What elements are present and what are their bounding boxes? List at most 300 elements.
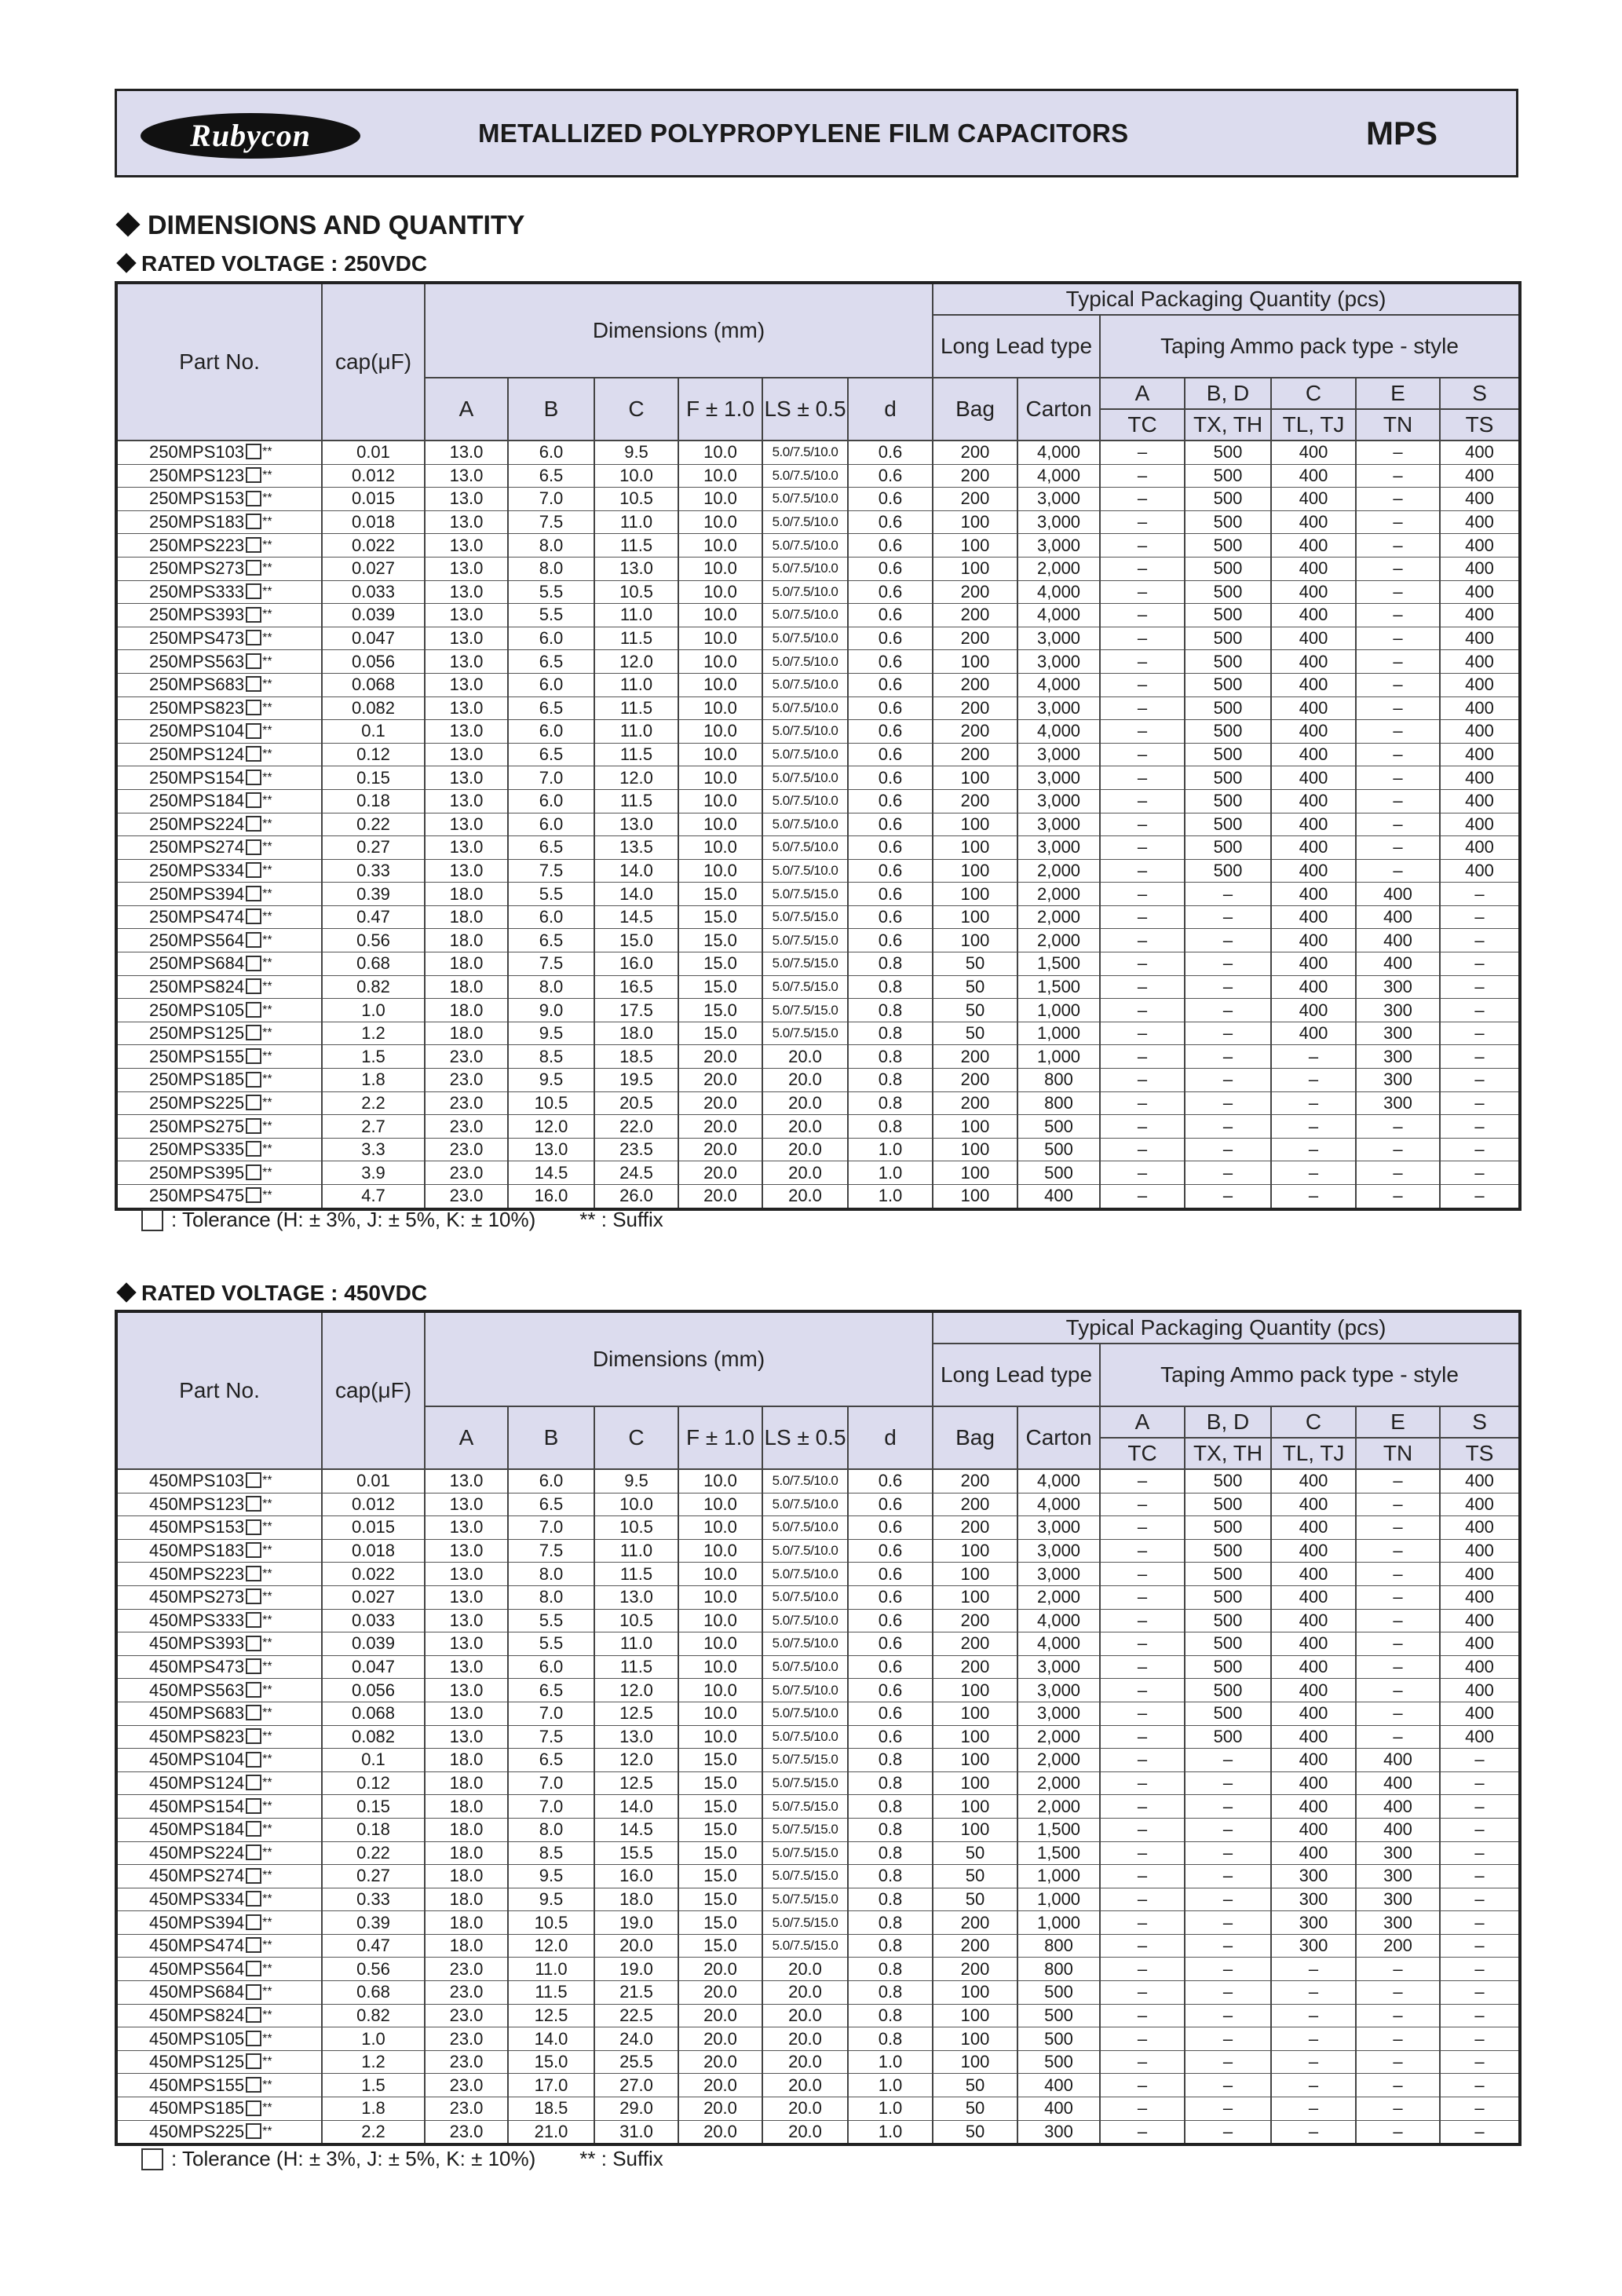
suffix-mark: **: [262, 794, 272, 808]
table-row: [116, 604, 1520, 627]
cell-style-a: –: [1100, 464, 1185, 488]
cell-cap: 3.3: [322, 1138, 425, 1161]
cell-carton: 3,000: [1017, 534, 1100, 558]
cell-style-s: –: [1440, 1934, 1520, 1958]
cell-cap: 0.82: [322, 975, 425, 999]
cell-style-s: 400: [1440, 1655, 1520, 1679]
cell-dim-c: 19.0: [594, 1958, 678, 1981]
cell-style-s: 400: [1440, 696, 1520, 720]
cell-style-bd: 500: [1185, 859, 1271, 883]
cell-style-a: –: [1100, 1563, 1185, 1586]
cell-dim-d: 0.8: [848, 2027, 933, 2051]
cell-bag: 100: [933, 836, 1017, 860]
tolerance-box-icon: [246, 956, 261, 971]
table-row: [116, 534, 1520, 558]
cell-bag: 200: [933, 604, 1017, 627]
cell-dim-a: 13.0: [425, 604, 508, 627]
cell-dim-c: 20.0: [594, 1934, 678, 1958]
cell-bag: 50: [933, 975, 1017, 999]
cell-bag: 100: [933, 1539, 1017, 1563]
cell-style-a: –: [1100, 1069, 1185, 1092]
cell-style-s: –: [1440, 1045, 1520, 1069]
cell-style-e: –: [1356, 1655, 1440, 1679]
cell-dim-ls: 20.0: [762, 1138, 848, 1161]
cell-bag: 100: [933, 883, 1017, 906]
cell-style-a: –: [1100, 2004, 1185, 2027]
suffix-mark: **: [262, 1189, 272, 1203]
cell-carton: 4,000: [1017, 441, 1100, 464]
cell-style-a: –: [1100, 441, 1185, 464]
cell-dim-c: 10.5: [594, 1609, 678, 1632]
tolerance-box-icon: [246, 1612, 261, 1628]
cell-dim-f: 15.0: [678, 1934, 762, 1958]
cell-style-a: –: [1100, 2120, 1185, 2144]
header-code-tc: TC: [1100, 409, 1185, 441]
cell-style-bd: –: [1185, 1069, 1271, 1092]
cell-carton: 1,000: [1017, 999, 1100, 1022]
table-row: [116, 1493, 1520, 1516]
suffix-mark: **: [262, 770, 272, 784]
tolerance-box-icon: [246, 1025, 261, 1040]
cell-dim-a: 13.0: [425, 813, 508, 836]
cell-dim-ls: 5.0/7.5/10.0: [762, 510, 848, 534]
cell-dim-a: 13.0: [425, 488, 508, 511]
cell-bag: 50: [933, 952, 1017, 976]
cell-dim-d: 0.6: [848, 1563, 933, 1586]
table-row: [116, 1841, 1520, 1865]
cell-style-e: 300: [1356, 1022, 1440, 1045]
part-number: 250MPS395: [149, 1162, 245, 1183]
table-row: [116, 1469, 1520, 1493]
cell-style-a: –: [1100, 929, 1185, 952]
cell-part-no: [116, 2050, 322, 2074]
cell-bag: 100: [933, 1702, 1017, 1725]
cell-cap: 0.039: [322, 604, 425, 627]
cell-dim-d: 0.6: [848, 789, 933, 813]
cell-style-a: –: [1100, 1539, 1185, 1563]
cell-dim-c: 19.0: [594, 1911, 678, 1935]
cell-style-c: 400: [1271, 510, 1356, 534]
cell-dim-a: 13.0: [425, 836, 508, 860]
cell-dim-ls: 20.0: [762, 2120, 848, 2144]
cell-style-s: 400: [1440, 510, 1520, 534]
cell-dim-a: 23.0: [425, 1981, 508, 2005]
cell-dim-d: 1.0: [848, 1185, 933, 1209]
suffix-mark: **: [262, 1165, 272, 1179]
cell-style-bd: 500: [1185, 1539, 1271, 1563]
table-row: [116, 766, 1520, 790]
cell-dim-ls: 5.0/7.5/10.0: [762, 1702, 848, 1725]
cell-style-a: –: [1100, 1771, 1185, 1795]
cell-part-no: [116, 766, 322, 790]
cell-style-c: –: [1271, 2097, 1356, 2121]
cell-dim-ls: 5.0/7.5/10.0: [762, 488, 848, 511]
cell-style-bd: 500: [1185, 604, 1271, 627]
cell-style-a: –: [1100, 580, 1185, 604]
cell-bag: 100: [933, 2050, 1017, 2074]
cell-style-e: 400: [1356, 905, 1440, 929]
suffix-mark: **: [262, 1636, 272, 1651]
cell-part-no: [116, 1655, 322, 1679]
cell-dim-f: 20.0: [678, 1115, 762, 1139]
footnote-450: [141, 2147, 663, 2172]
header-dim-a: A: [425, 1406, 508, 1469]
cell-dim-b: 7.5: [508, 952, 594, 976]
suffix-mark: **: [262, 1590, 272, 1604]
table-row: [116, 580, 1520, 604]
series-name: MPS: [1365, 115, 1438, 152]
cell-style-e: –: [1356, 1981, 1440, 2005]
cell-dim-f: 15.0: [678, 1911, 762, 1935]
cell-dim-f: 20.0: [678, 2097, 762, 2121]
part-number: 450MPS124: [149, 1773, 245, 1793]
cell-dim-b: 12.0: [508, 1115, 594, 1139]
cell-style-e: 300: [1356, 1865, 1440, 1888]
cell-dim-a: 13.0: [425, 650, 508, 674]
tolerance-box-icon: [246, 1891, 261, 1907]
table-row: [116, 813, 1520, 836]
cell-dim-a: 18.0: [425, 1865, 508, 1888]
table-row: [116, 1749, 1520, 1772]
cell-carton: 2,000: [1017, 1585, 1100, 1609]
cell-dim-a: 23.0: [425, 1115, 508, 1139]
cell-style-a: –: [1100, 999, 1185, 1022]
cell-style-c: –: [1271, 1981, 1356, 2005]
cell-dim-ls: 5.0/7.5/10.0: [762, 766, 848, 790]
cell-dim-ls: 20.0: [762, 1045, 848, 1069]
cell-carton: 4,000: [1017, 464, 1100, 488]
cell-dim-c: 24.0: [594, 2027, 678, 2051]
cell-style-s: 400: [1440, 1679, 1520, 1702]
cell-style-c: 400: [1271, 1749, 1356, 1772]
cell-style-e: –: [1356, 696, 1440, 720]
cell-dim-ls: 20.0: [762, 2074, 848, 2097]
cell-bag: 100: [933, 534, 1017, 558]
tolerance-box-icon: [246, 537, 261, 553]
cell-style-c: –: [1271, 1958, 1356, 1981]
cell-dim-c: 13.0: [594, 1585, 678, 1609]
part-number: 250MPS154: [149, 767, 245, 788]
cell-part-no: [116, 1069, 322, 1092]
tolerance-box-icon: [246, 816, 261, 832]
cell-style-a: –: [1100, 1609, 1185, 1632]
cell-style-a: –: [1100, 1934, 1185, 1958]
header-taping: Taping Ammo pack type - style: [1100, 1344, 1520, 1406]
rubycon-logo: Rubycon: [141, 113, 360, 159]
tolerance-box-icon: [246, 1984, 261, 2000]
cell-cap: 2.2: [322, 2120, 425, 2144]
cell-style-bd: –: [1185, 2004, 1271, 2027]
cell-style-c: –: [1271, 1161, 1356, 1185]
cell-dim-ls: 20.0: [762, 1161, 848, 1185]
cell-style-c: 400: [1271, 650, 1356, 674]
cell-dim-f: 10.0: [678, 1632, 762, 1656]
tolerance-box-icon: [246, 1072, 261, 1088]
cell-dim-a: 13.0: [425, 1585, 508, 1609]
cell-cap: 0.027: [322, 557, 425, 580]
part-number: 450MPS274: [149, 1866, 245, 1886]
cell-dim-ls: 20.0: [762, 1958, 848, 1981]
cell-dim-f: 10.0: [678, 813, 762, 836]
cell-dim-ls: 5.0/7.5/10.0: [762, 580, 848, 604]
cell-style-c: 400: [1271, 813, 1356, 836]
cell-dim-ls: 20.0: [762, 1115, 848, 1139]
cell-carton: 1,000: [1017, 1045, 1100, 1069]
cell-style-s: –: [1440, 2120, 1520, 2144]
cell-dim-a: 23.0: [425, 2004, 508, 2027]
part-number: 250MPS153: [149, 488, 245, 509]
cell-style-s: –: [1440, 2027, 1520, 2051]
cell-dim-a: 13.0: [425, 1655, 508, 1679]
cell-style-s: –: [1440, 2097, 1520, 2121]
cell-dim-f: 20.0: [678, 1069, 762, 1092]
suffix-mark: **: [262, 2078, 272, 2092]
cell-part-no: [116, 1679, 322, 1702]
header-cap: cap(μF): [322, 1311, 425, 1469]
header-style-a: A: [1100, 378, 1185, 409]
cell-dim-f: 15.0: [678, 1865, 762, 1888]
cell-cap: 1.0: [322, 2027, 425, 2051]
part-number: 450MPS564: [149, 1958, 245, 1979]
part-number: 250MPS474: [149, 907, 245, 927]
cell-dim-a: 23.0: [425, 1958, 508, 1981]
cell-dim-c: 31.0: [594, 2120, 678, 2144]
cell-cap: 1.0: [322, 999, 425, 1022]
cell-style-e: –: [1356, 441, 1440, 464]
cell-style-e: –: [1356, 673, 1440, 696]
cell-part-no: [116, 1934, 322, 1958]
cell-dim-c: 10.0: [594, 1493, 678, 1516]
cell-dim-d: 0.8: [848, 1045, 933, 1069]
cell-style-e: –: [1356, 1585, 1440, 1609]
cell-dim-d: 0.8: [848, 2004, 933, 2027]
part-number: 250MPS223: [149, 535, 245, 555]
header-code-tltj: TL, TJ: [1271, 1438, 1356, 1469]
cell-carton: 1,000: [1017, 1022, 1100, 1045]
cell-dim-ls: 5.0/7.5/10.0: [762, 1493, 848, 1516]
cell-dim-d: 0.6: [848, 1679, 933, 1702]
cell-carton: 500: [1017, 2004, 1100, 2027]
voltage-title-450: RATED VOLTAGE : 450VDC: [115, 1281, 427, 1306]
table-row: [116, 1185, 1520, 1209]
table-row: [116, 650, 1520, 674]
cell-style-bd: –: [1185, 1115, 1271, 1139]
cell-carton: 3,000: [1017, 650, 1100, 674]
cell-dim-c: 11.0: [594, 1632, 678, 1656]
part-number: 450MPS684: [149, 1982, 245, 2002]
cell-dim-f: 20.0: [678, 1045, 762, 1069]
header-dim-b: B: [508, 1406, 594, 1469]
cell-style-a: –: [1100, 510, 1185, 534]
cell-dim-ls: 5.0/7.5/10.0: [762, 743, 848, 766]
cell-part-no: [116, 813, 322, 836]
cell-dim-b: 16.0: [508, 1185, 594, 1209]
cell-style-bd: 500: [1185, 1493, 1271, 1516]
cell-dim-d: 1.0: [848, 1138, 933, 1161]
cell-dim-ls: 5.0/7.5/10.0: [762, 1679, 848, 1702]
cell-dim-f: 10.0: [678, 510, 762, 534]
suffix-mark: **: [262, 1753, 272, 1767]
suffix-mark: **: [262, 1143, 272, 1157]
header-dim-f: F ± 1.0: [678, 378, 762, 441]
cell-style-bd: –: [1185, 975, 1271, 999]
part-number: 250MPS125: [149, 1023, 245, 1044]
cell-dim-a: 23.0: [425, 1091, 508, 1115]
cell-part-no: [116, 929, 322, 952]
cell-style-e: –: [1356, 1161, 1440, 1185]
cell-dim-b: 6.0: [508, 1469, 594, 1493]
suffix-mark: **: [262, 700, 272, 715]
cell-dim-b: 6.5: [508, 743, 594, 766]
cell-bag: 200: [933, 1469, 1017, 1493]
cell-dim-ls: 5.0/7.5/10.0: [762, 441, 848, 464]
cell-carton: 2,000: [1017, 1725, 1100, 1749]
cell-bag: 100: [933, 1771, 1017, 1795]
cell-dim-f: 10.0: [678, 627, 762, 650]
cell-dim-b: 6.5: [508, 836, 594, 860]
tolerance-box-icon: [246, 839, 261, 855]
cell-part-no: [116, 1795, 322, 1819]
cell-dim-ls: 5.0/7.5/15.0: [762, 929, 848, 952]
cell-cap: 3.9: [322, 1161, 425, 1185]
part-number: 250MPS333: [149, 581, 245, 601]
cell-style-a: –: [1100, 1469, 1185, 1493]
cell-style-c: 400: [1271, 1841, 1356, 1865]
cell-style-c: 400: [1271, 1771, 1356, 1795]
cell-dim-f: 10.0: [678, 696, 762, 720]
cell-style-s: 400: [1440, 1469, 1520, 1493]
tolerance-box-icon: [246, 792, 261, 808]
cell-style-e: –: [1356, 1493, 1440, 1516]
cell-dim-d: 0.6: [848, 673, 933, 696]
cell-style-bd: –: [1185, 1958, 1271, 1981]
table-row: [116, 2120, 1520, 2144]
header-code-tn: TN: [1356, 409, 1440, 441]
header-dim-c: C: [594, 1406, 678, 1469]
cell-style-e: –: [1356, 464, 1440, 488]
cell-dim-ls: 5.0/7.5/10.0: [762, 1609, 848, 1632]
cell-style-a: –: [1100, 1022, 1185, 1045]
cell-dim-a: 13.0: [425, 1563, 508, 1586]
cell-dim-f: 10.0: [678, 1702, 762, 1725]
cell-cap: 0.068: [322, 673, 425, 696]
cell-style-a: –: [1100, 627, 1185, 650]
cell-style-s: –: [1440, 1161, 1520, 1185]
cell-dim-b: 18.5: [508, 2097, 594, 2121]
cell-style-a: –: [1100, 1161, 1185, 1185]
table-row: [116, 557, 1520, 580]
cell-part-no: [116, 2027, 322, 2051]
tolerance-box-icon: [246, 770, 261, 785]
cell-cap: 0.1: [322, 1749, 425, 1772]
header-dim-d: d: [848, 378, 933, 441]
cell-style-e: 300: [1356, 999, 1440, 1022]
cell-dim-c: 12.0: [594, 1679, 678, 1702]
tolerance-box-icon: [246, 2100, 261, 2116]
cell-part-no: [116, 905, 322, 929]
cell-style-e: –: [1356, 488, 1440, 511]
cell-style-e: –: [1356, 1185, 1440, 1209]
tolerance-box-icon: [246, 862, 261, 878]
cell-dim-a: 13.0: [425, 557, 508, 580]
cell-dim-f: 10.0: [678, 1655, 762, 1679]
cell-part-no: [116, 1469, 322, 1493]
cell-style-s: –: [1440, 883, 1520, 906]
cell-dim-b: 10.5: [508, 1091, 594, 1115]
cell-carton: 3,000: [1017, 1563, 1100, 1586]
part-number: 450MPS153: [149, 1517, 245, 1537]
cell-style-c: 400: [1271, 1585, 1356, 1609]
cell-style-bd: 500: [1185, 1655, 1271, 1679]
cell-style-a: –: [1100, 1091, 1185, 1115]
cell-carton: 2,000: [1017, 929, 1100, 952]
tolerance-box-icon: [246, 467, 261, 483]
cell-cap: 1.2: [322, 2050, 425, 2074]
part-number: 250MPS334: [149, 860, 245, 880]
cell-dim-ls: 20.0: [762, 1981, 848, 2005]
cell-dim-ls: 5.0/7.5/15.0: [762, 1865, 848, 1888]
cell-carton: 3,000: [1017, 743, 1100, 766]
header-part-no: Part No.: [116, 283, 322, 441]
cell-part-no: [116, 1841, 322, 1865]
cell-style-a: –: [1100, 1045, 1185, 1069]
cell-dim-b: 9.0: [508, 999, 594, 1022]
cell-style-c: 400: [1271, 1022, 1356, 1045]
cell-style-e: –: [1356, 1539, 1440, 1563]
table-row: [116, 1516, 1520, 1540]
suffix-mark: **: [262, 979, 272, 993]
cell-part-no: [116, 1563, 322, 1586]
cell-style-s: –: [1440, 952, 1520, 976]
cell-style-e: –: [1356, 1516, 1440, 1540]
cell-dim-d: 0.8: [848, 975, 933, 999]
cell-dim-f: 20.0: [678, 2074, 762, 2097]
cell-part-no: [116, 1632, 322, 1656]
cell-cap: 0.047: [322, 1655, 425, 1679]
table-row: [116, 488, 1520, 511]
cell-style-c: –: [1271, 2074, 1356, 2097]
tolerance-box-icon: [246, 1821, 261, 1837]
cell-style-s: 400: [1440, 604, 1520, 627]
cell-dim-b: 9.5: [508, 1865, 594, 1888]
cell-dim-f: 10.0: [678, 650, 762, 674]
cell-part-no: [116, 464, 322, 488]
cell-dim-b: 21.0: [508, 2120, 594, 2144]
header-code-txth: TX, TH: [1185, 1438, 1271, 1469]
table-row: [116, 1725, 1520, 1749]
cell-part-no: [116, 952, 322, 976]
header-bag: Bag: [933, 1406, 1017, 1469]
cell-bag: 200: [933, 1934, 1017, 1958]
part-number: 250MPS683: [149, 675, 245, 695]
cell-dim-ls: 5.0/7.5/10.0: [762, 1655, 848, 1679]
cell-style-bd: –: [1185, 1934, 1271, 1958]
cell-dim-b: 6.0: [508, 441, 594, 464]
cell-carton: 1,000: [1017, 1865, 1100, 1888]
cell-dim-d: 0.6: [848, 1493, 933, 1516]
cell-dim-f: 10.0: [678, 441, 762, 464]
cell-carton: 800: [1017, 1069, 1100, 1092]
cell-cap: 0.15: [322, 1795, 425, 1819]
cell-carton: 3,000: [1017, 1539, 1100, 1563]
cell-part-no: [116, 999, 322, 1022]
cell-dim-b: 8.0: [508, 557, 594, 580]
cell-style-bd: 500: [1185, 488, 1271, 511]
cell-part-no: [116, 580, 322, 604]
cell-style-a: –: [1100, 1865, 1185, 1888]
cell-part-no: [116, 1609, 322, 1632]
tolerance-box-icon: [246, 2077, 261, 2093]
